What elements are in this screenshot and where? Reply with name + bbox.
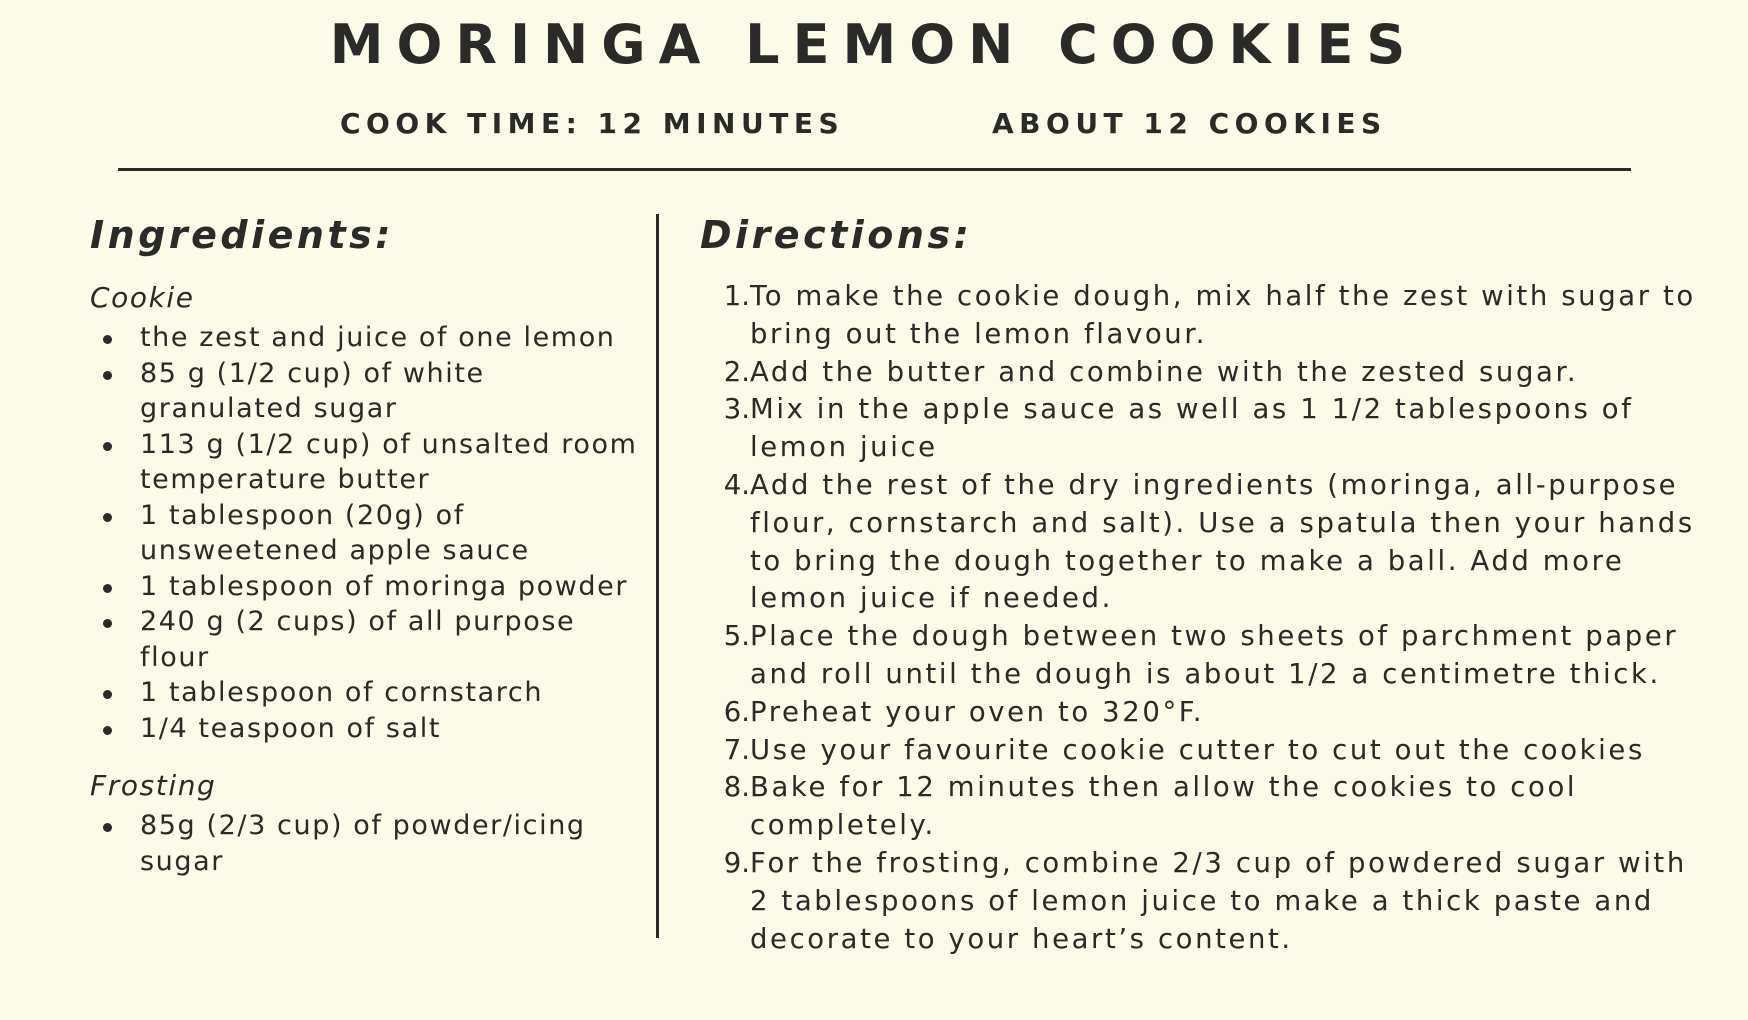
step-text: For the frosting, combine 2/3 cup of powdered sugar with 2 tablespoons of lemon juice to make a thick paste and decorate to your heart’s content. xyxy=(750,846,1687,955)
directions-heading: Directions: xyxy=(700,213,973,257)
step-text: Use your favourite cookie cutter to cut out the cookies xyxy=(750,733,1645,766)
step-number: 7. xyxy=(723,733,750,766)
step-text: Preheat your oven to 320°F. xyxy=(750,695,1205,728)
ingredient-item: 240 g (2 cups) of all purpose flour xyxy=(90,604,650,675)
step-text: Bake for 12 minutes then allow the cookies to cool completely. xyxy=(750,771,1578,842)
step-number: 9. xyxy=(723,846,750,879)
step-text: Add the rest of the dry ingredients (moringa, all-purpose flour, cornstarch and salt). Use a spatula then your hands to bring the dough together to make a ball. Add more lemon juice if needed. xyxy=(750,468,1695,615)
step-number: 6. xyxy=(723,695,750,728)
ingredient-item: 1 tablespoon of moringa powder xyxy=(90,569,650,605)
step-text: Add the butter and combine with the zested sugar. xyxy=(750,355,1579,388)
step-number: 1. xyxy=(723,280,750,312)
step-text: To make the cookie dough, mix half the zest with sugar to bring out the lemon flavour. xyxy=(750,280,1696,350)
direction-step xyxy=(700,391,1700,467)
ingredients-heading: Ingredients: xyxy=(90,213,394,257)
step-number: 2. xyxy=(723,355,750,388)
ingredient-item: 113 g (1/2 cup) of unsalted room temperature butter xyxy=(90,427,650,498)
ingredient-item: 85 g (1/2 cup) of white granulated sugar xyxy=(90,356,650,427)
cookie-subheading: Cookie xyxy=(90,281,195,314)
ingredient-item: 1 tablespoon of cornstarch xyxy=(90,675,650,711)
direction-step xyxy=(700,732,1700,770)
ingredients-section xyxy=(90,280,650,879)
step-text: Mix in the apple sauce as well as 1 1/2 tablespoons of lemon juice xyxy=(750,393,1634,464)
direction-step xyxy=(700,354,1700,392)
cookie-ingredient-list xyxy=(90,320,650,746)
cook-time: COOK TIME: 12 MINUTES xyxy=(340,107,845,140)
frosting-subheading: Frosting xyxy=(90,769,217,802)
ingredient-item: the zest and juice of one lemon xyxy=(90,320,650,356)
step-number: 3. xyxy=(723,393,750,426)
recipe-title: MORINGA LEMON COOKIES xyxy=(329,13,1419,76)
column-divider xyxy=(656,214,659,938)
step-number: 5. xyxy=(723,620,750,653)
step-text: Place the dough between two sheets of parchment paper and roll until the dough is about 1/2 a centimetre thick. xyxy=(750,620,1679,690)
direction-step xyxy=(700,694,1700,732)
direction-step xyxy=(700,278,1700,354)
direction-step xyxy=(700,769,1700,845)
recipe-yield: ABOUT 12 COOKIES xyxy=(992,107,1387,140)
direction-step xyxy=(700,845,1700,958)
step-number: 4. xyxy=(723,468,750,501)
ingredient-item: 1 tablespoon (20g) of unsweetened apple sauce xyxy=(90,498,650,569)
header-divider xyxy=(118,168,1631,171)
direction-step xyxy=(700,618,1700,694)
ingredient-item: 1/4 teaspoon of salt xyxy=(90,711,650,747)
step-number: 8. xyxy=(723,771,750,804)
frosting-ingredient-list xyxy=(90,808,650,879)
ingredient-item: 85g (2/3 cup) of powder/icing sugar xyxy=(90,808,650,879)
direction-step xyxy=(700,467,1700,618)
directions-list xyxy=(700,278,1700,958)
directions-section xyxy=(700,278,1700,958)
